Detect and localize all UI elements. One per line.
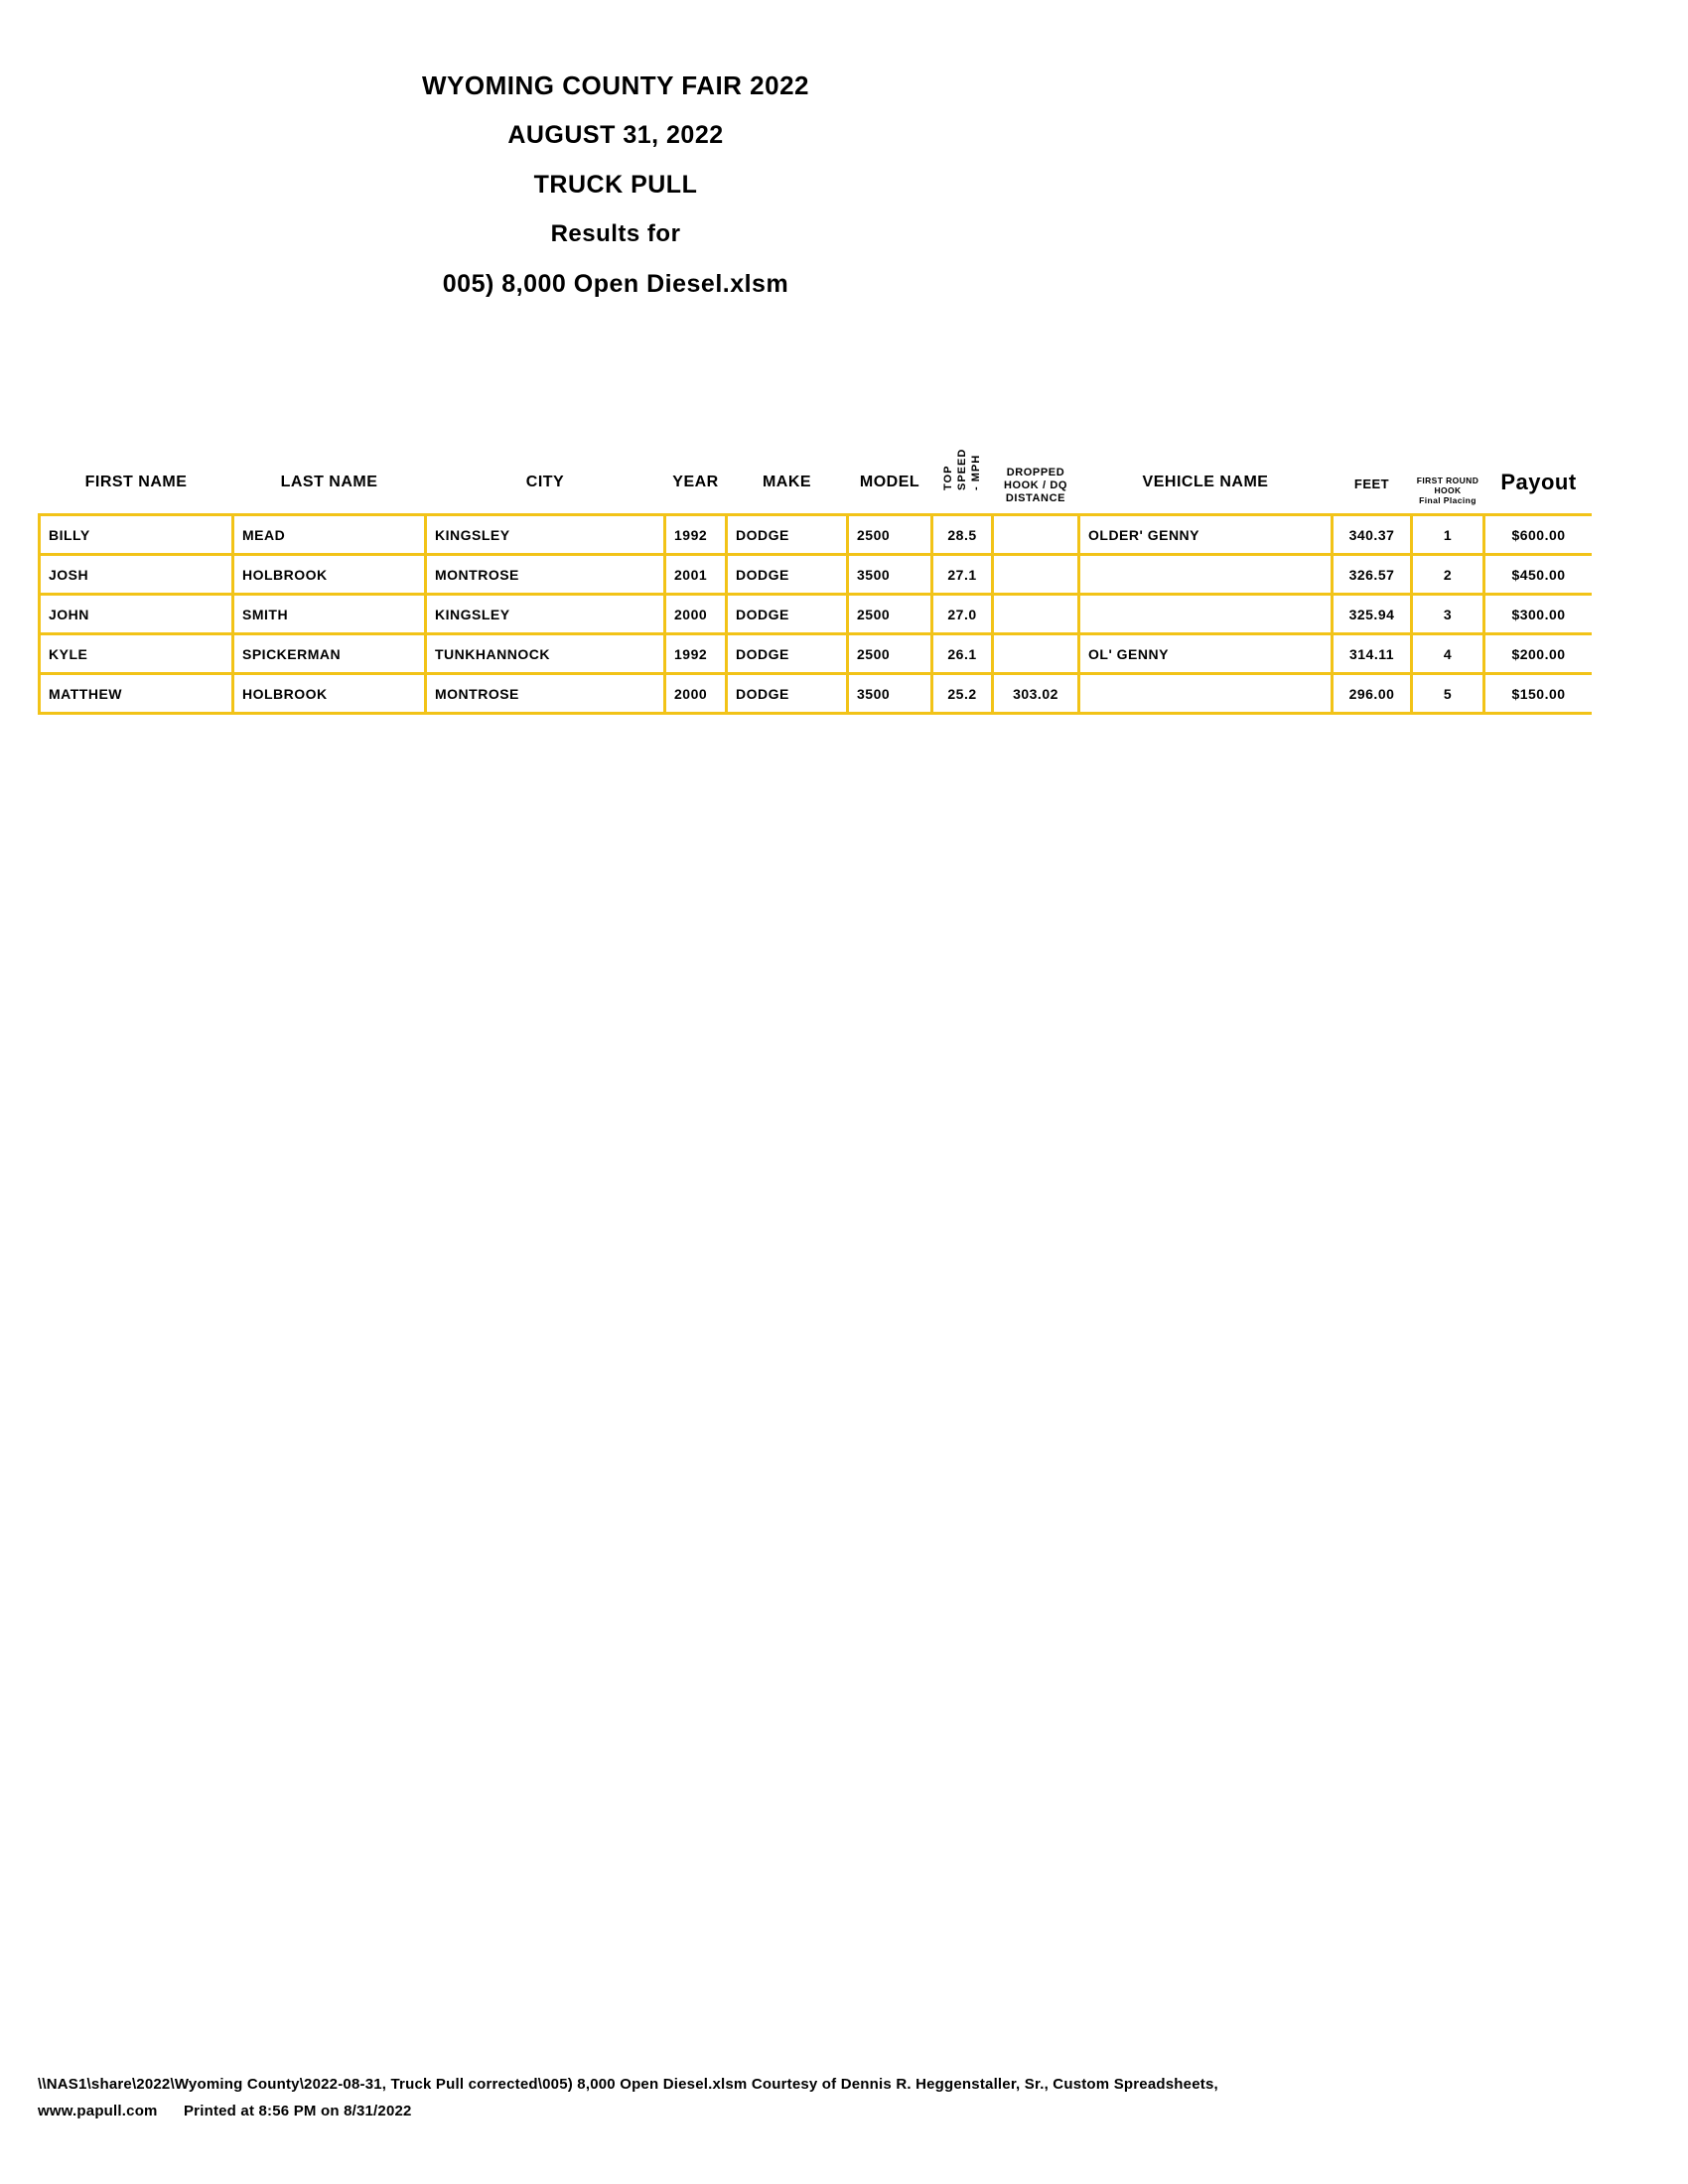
page-title-class-file: 005) 8,000 Open Diesel.xlsm (442, 270, 789, 298)
cell-city: MONTROSE (427, 675, 663, 712)
cell-feet: 325.94 (1334, 596, 1410, 632)
cell-vehicle-name (1080, 675, 1331, 712)
footer-printed-timestamp: Printed at 8:56 PM on 8/31/2022 (183, 2103, 412, 2119)
cell-make: DODGE (728, 635, 846, 672)
col-header-first-round-hook: FIRST ROUND HOOK Final Placing (1416, 476, 1479, 505)
col-header-feet (1334, 421, 1410, 513)
results-table (38, 513, 1592, 715)
col-header-last-name-label: LAST NAME (280, 474, 378, 490)
col-header-vehicle-name (1080, 421, 1331, 513)
col-header-payout-label: Payout (1500, 470, 1577, 494)
page-title-date: AUGUST 31, 2022 (507, 121, 724, 149)
cell-last-name: MEAD (234, 516, 424, 553)
page-title-event: WYOMING COUNTY FAIR 2022 (421, 70, 810, 100)
cell-dropped-distance (994, 596, 1077, 632)
page-title-results-label: Results for (550, 220, 681, 247)
cell-placing: 3 (1413, 596, 1482, 632)
cell-vehicle-name: OLDER' GENNY (1080, 516, 1331, 553)
cell-make: DODGE (728, 596, 846, 632)
cell-make: DODGE (728, 516, 846, 553)
cell-city: KINGSLEY (427, 516, 663, 553)
cell-feet: 340.37 (1334, 516, 1410, 553)
col-header-model-label: MODEL (859, 474, 920, 490)
cell-city: KINGSLEY (427, 596, 663, 632)
col-header-payout (1485, 421, 1592, 513)
cell-top-speed: 27.0 (933, 596, 991, 632)
cell-vehicle-name (1080, 596, 1331, 632)
page-footer (38, 2071, 1218, 2124)
cell-last-name: SMITH (234, 596, 424, 632)
cell-placing: 1 (1413, 516, 1482, 553)
cell-placing: 4 (1413, 635, 1482, 672)
cell-vehicle-name (1080, 556, 1331, 593)
cell-dropped-distance (994, 516, 1077, 553)
col-header-dropped-distance: DROPPED HOOK / DQ DISTANCE (1003, 467, 1068, 504)
cell-top-speed: 28.5 (933, 516, 991, 553)
cell-year: 1992 (666, 516, 725, 553)
report-title-block (0, 61, 1231, 309)
cell-city: TUNKHANNOCK (427, 635, 663, 672)
col-header-feet-label: FEET (1353, 477, 1390, 491)
cell-payout: $600.00 (1485, 516, 1592, 553)
cell-feet: 326.57 (1334, 556, 1410, 593)
col-header-model (849, 421, 930, 513)
cell-last-name: SPICKERMAN (234, 635, 424, 672)
cell-model: 3500 (849, 556, 930, 593)
cell-first-name: KYLE (41, 635, 231, 672)
cell-model: 2500 (849, 635, 930, 672)
cell-top-speed: 27.1 (933, 556, 991, 593)
cell-city: MONTROSE (427, 556, 663, 593)
cell-payout: $150.00 (1485, 675, 1592, 712)
cell-year: 1992 (666, 635, 725, 672)
footer-file-path: \\NAS1\share\2022\Wyoming County\2022-08-31, Truck Pull corrected\005) 8,000 Open Diesel.xlsm Courtesy of Dennis R. Heggenstaller, Sr., Custom Spreadsheets, (38, 2076, 1218, 2093)
col-header-vehicle-name-label: VEHICLE NAME (1142, 474, 1269, 490)
cell-top-speed: 25.2 (933, 675, 991, 712)
footer-website: www.papull.com (38, 2103, 158, 2119)
col-header-city-label: CITY (525, 474, 565, 490)
col-header-first-name-label: FIRST NAME (84, 474, 188, 490)
cell-placing: 5 (1413, 675, 1482, 712)
col-header-make (728, 421, 846, 513)
cell-make: DODGE (728, 556, 846, 593)
cell-last-name: HOLBROOK (234, 556, 424, 593)
cell-model: 2500 (849, 516, 930, 553)
cell-first-name: JOHN (41, 596, 231, 632)
cell-year: 2001 (666, 556, 725, 593)
cell-payout: $200.00 (1485, 635, 1592, 672)
cell-model: 3500 (849, 675, 930, 712)
cell-first-name: MATTHEW (41, 675, 231, 712)
col-header-year-label: YEAR (672, 474, 719, 490)
cell-payout: $300.00 (1485, 596, 1592, 632)
col-header-top-speed (933, 421, 991, 513)
col-header-first-name (41, 421, 231, 513)
cell-top-speed: 26.1 (933, 635, 991, 672)
col-header-year (666, 421, 725, 513)
col-header-make-label: MAKE (762, 474, 812, 490)
cell-dropped-distance (994, 556, 1077, 593)
col-header-last-name (234, 421, 424, 513)
cell-placing: 2 (1413, 556, 1482, 593)
top-speed-rotated-label: TOP SPEED - MPH (942, 448, 982, 490)
cell-feet: 314.11 (1334, 635, 1410, 672)
cell-first-name: JOSH (41, 556, 231, 593)
cell-first-name: BILLY (41, 516, 231, 553)
cell-payout: $450.00 (1485, 556, 1592, 593)
cell-dropped-distance: 303.02 (994, 675, 1077, 712)
cell-model: 2500 (849, 596, 930, 632)
footer-second-line (38, 2098, 1218, 2124)
table-header-row (38, 421, 1592, 513)
page-title-category: TRUCK PULL (533, 171, 698, 199)
cell-make: DODGE (728, 675, 846, 712)
cell-year: 2000 (666, 675, 725, 712)
cell-feet: 296.00 (1334, 675, 1410, 712)
cell-year: 2000 (666, 596, 725, 632)
cell-last-name: HOLBROOK (234, 675, 424, 712)
cell-vehicle-name: OL' GENNY (1080, 635, 1331, 672)
col-header-city (427, 421, 663, 513)
cell-dropped-distance (994, 635, 1077, 672)
